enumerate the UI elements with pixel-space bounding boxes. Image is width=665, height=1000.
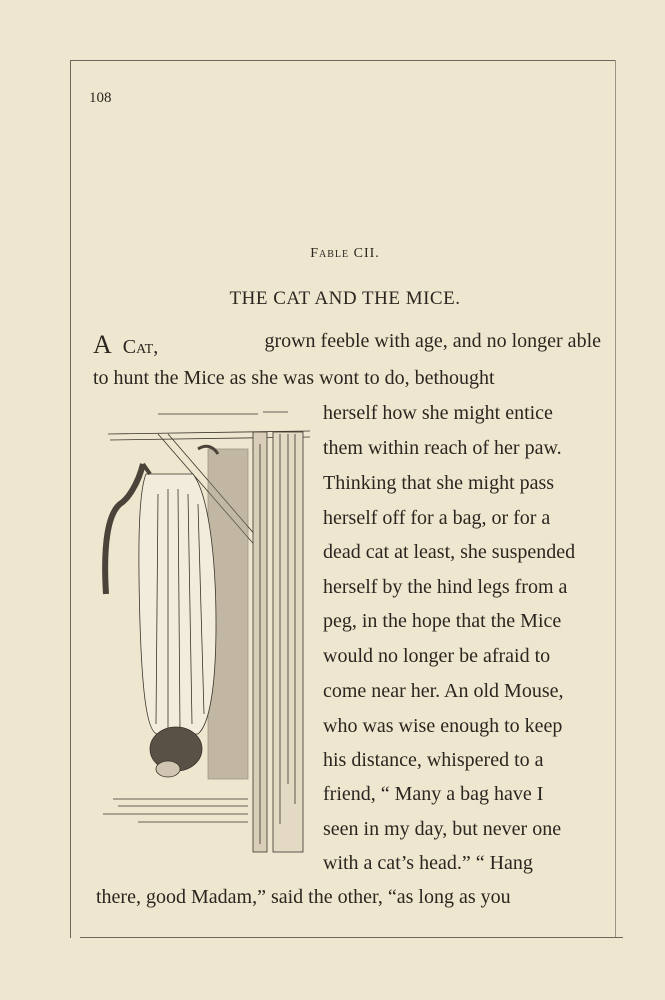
text-line-6: herself off for a bag, or for a (323, 507, 551, 529)
text-line-3: herself how she might entice (323, 402, 553, 424)
text-line-15: seen in my day, but never one (323, 818, 562, 840)
fable-title: THE CAT AND THE MICE. (229, 288, 461, 309)
page-border-top (70, 60, 616, 61)
text-line-12: who was wise enough to keep (323, 715, 563, 737)
page-border-left (70, 60, 71, 938)
text-line-9: peg, in the hope that the Mice (323, 610, 562, 632)
text-line-11: come near her. An old Mouse, (323, 680, 564, 702)
text-line-16: with a cat’s head.” “ Hang (323, 852, 533, 874)
text-line-8: herself by the hind legs from a (323, 576, 568, 598)
text-line-5: Thinking that she might pass (323, 472, 555, 494)
text-line-17: there, good Madam,” said the other, “as long as you (96, 886, 511, 908)
drop-cap: A (93, 330, 112, 359)
page-number: 108 (89, 90, 112, 106)
text-line-10: would no longer be afraid to (323, 645, 551, 667)
page-border-right (615, 60, 616, 938)
text-line-13: his distance, whispered to a (323, 749, 544, 771)
text-line-14: friend, “ Many a bag have I (323, 783, 544, 805)
small-caps-word: Cat, (122, 336, 159, 358)
page-border-bottom (80, 937, 623, 938)
fable-number: Fable CII. (310, 246, 380, 261)
text-line-2: to hunt the Mice as she was wont to do, bethought (93, 367, 495, 389)
first-line-text: grown feeble with age, and no longer able (264, 330, 601, 352)
text-line-7: dead cat at least, she suspended (323, 541, 576, 563)
text-line-4: them within reach of her paw. (323, 437, 562, 459)
text-line-1 (93, 330, 601, 360)
cat-in-bag-illustration (98, 404, 312, 862)
